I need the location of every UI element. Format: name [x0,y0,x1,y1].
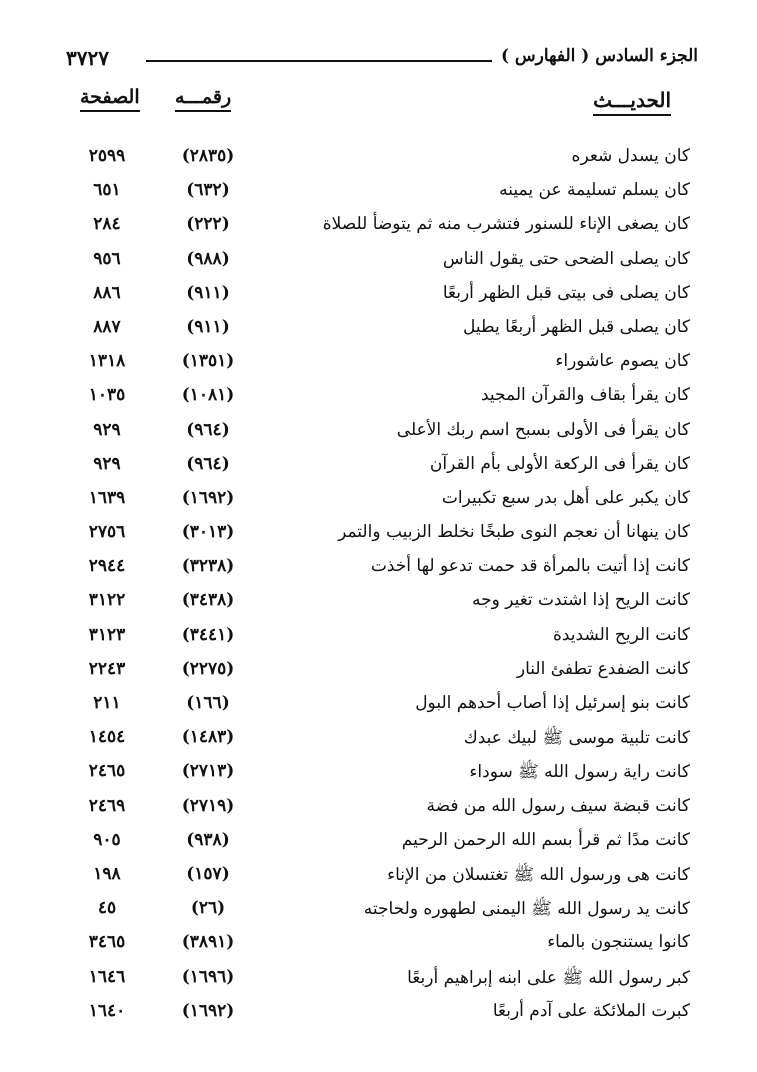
page-ref: ١٩٨ [93,863,121,884]
hadith-text: كانت تلبية موسى ﷺ لبيك عبدك [463,728,690,749]
index-row [60,313,700,347]
hadith-number: (٣٤٣٨) [181,590,235,611]
hadith-text: كان يصلى الضحى حتى يقول الناس [442,248,690,269]
page-number: ٣٧٢٧ [66,46,109,70]
index-row [60,792,700,826]
hadith-text: كانت بنو إسرئيل إذا أصاب أحدهم البول [415,693,690,713]
hadith-number: (٢٧١٣) [181,761,235,782]
page-ref: ١٣١٨ [88,351,126,372]
hadith-text: كان يسلم تسليمة عن يمينه [499,180,690,201]
hadith-number: (١٦٩٢) [181,487,235,508]
hadith-text: كان يصلى قبل الظهر أربعًا يطيل [463,316,690,337]
page-ref: ٨٨٦ [93,282,121,303]
hadith-number: (٢٦) [190,898,226,919]
hadith-text: كان يكبر على أهل بدر سبع تكبيرات [441,487,690,508]
hadith-number: (٩٣٨) [186,829,230,850]
page-ref: ٣١٢٣ [88,624,126,645]
column-header-hadith [593,88,671,112]
hadith-number: (١٥٧) [186,863,230,884]
hadith-number: (٢٨٣٥) [181,146,235,166]
hadith-number: (٣٨٩١) [181,932,235,953]
index-row [60,245,700,279]
hadith-number: (١٠٨١) [181,385,235,406]
page-ref: ٢٢٤٣ [88,658,126,679]
hadith-number: (١٤٨٣) [181,727,235,748]
hadith-text: كانت يد رسول الله ﷺ اليمنى لطهوره ولحاجته [363,899,690,920]
page-ref: ٩٥٦ [93,248,121,269]
column-header-number [175,86,231,108]
index-row [60,347,700,381]
page-ref: ٣١٢٢ [88,590,126,611]
hadith-number: (٣٢٣٨) [181,556,235,577]
index-list [60,142,700,1031]
index-row [60,860,700,894]
hadith-text: كانت الريح إذا اشتدت تغير وجه [471,590,690,611]
page-ref: ٨٨٧ [93,316,121,337]
index-row [60,997,700,1031]
hadith-text: كان يقرأ فى الأولى بسبح اسم ربك الأعلى [396,419,690,440]
index-row [60,210,700,244]
hadith-number: (١٣٥١) [181,351,235,372]
hadith-number: (٢٢٧٥) [181,658,235,679]
hadith-number: (٩١١) [186,316,230,337]
page-ref: ٣٤٦٥ [88,932,126,953]
hadith-number: (٢٧١٩) [181,795,235,816]
page-ref: ٢٤٦٥ [88,761,126,782]
page-ref: ٩٢٩ [93,419,121,440]
hadith-number: (٩٨٨) [186,248,230,269]
column-header-hadith-label: الحديـــث [593,88,671,116]
page-ref: ١٦٤٠ [88,1000,126,1021]
hadith-text: كان يصلى فى بيتى قبل الظهر أربعًا [442,282,690,303]
hadith-number: (١٦٩٢) [181,1000,235,1021]
hadith-number: (٩٦٤) [186,419,230,440]
page-ref: ٦٥١ [93,180,121,201]
index-row [60,586,700,620]
index-row [60,894,700,928]
hadith-text: كانت الضفدع تطفئ النار [516,658,690,679]
page-ref: ٩٢٩ [93,453,121,474]
index-row [60,723,700,757]
hadith-number: (٦٣٢) [186,180,230,201]
page-ref: ١٤٥٤ [88,727,126,748]
hadith-text: كانوا يستنجون بالماء [547,932,690,953]
hadith-text: كانت قبضة سيف رسول الله من فضة [426,795,690,816]
hadith-text: كان يسدل شعره [571,146,690,166]
page-ref: ٢٨٤ [93,214,121,235]
hadith-text: كانت إذا أتيت بالمرأة قد حمت تدعو لها أخذت [370,556,690,577]
hadith-number: (١٦٩٦) [181,966,235,987]
hadith-number: (٩٦٤) [186,453,230,474]
page-ref: ٢٥٩٩ [88,146,126,166]
page-ref: ١٦٣٩ [88,487,126,508]
header-rule [146,60,492,62]
hadith-text: كانت هى ورسول الله ﷺ تغتسلان من الإناء [387,864,690,885]
hadith-number: (٩١١) [186,282,230,303]
running-title: الجزء السادس ( الفهارس ) [500,46,698,66]
hadith-text: كان يقرأ بقاف والقرآن المجيد [481,385,690,406]
index-row [60,518,700,552]
hadith-text: كانت الريح الشديدة [552,624,690,645]
index-row [60,928,700,962]
hadith-number: (٣٠١٣) [181,522,235,543]
hadith-text: كان يقرأ فى الركعة الأولى بأم القرآن [429,453,690,474]
hadith-text: كانت مدًا ثم قرأ بسم الله الرحمن الرحيم [401,829,690,850]
index-row [60,484,700,518]
hadith-text: كان يصوم عاشوراء [555,351,690,372]
column-header-page [80,86,140,108]
page-ref: ٢١١ [93,693,121,713]
index-row [60,279,700,313]
page-ref: ١٠٣٥ [88,385,126,406]
index-row [60,142,700,176]
index-row [60,757,700,791]
page-ref: ٢٩٤٤ [88,556,126,577]
hadith-number: (٣٤٤١) [181,624,235,645]
page-ref: ٢٤٦٩ [88,795,126,816]
running-header [60,40,698,74]
page-ref: ٩٠٥ [93,829,121,850]
index-row [60,416,700,450]
index-row [60,963,700,997]
hadith-number: (١٦٦) [186,693,230,713]
page-ref: ٢٧٥٦ [88,522,126,543]
hadith-text: كان ينهانا أن نعجم النوى طبخًا نخلط الزبيب والتمر [338,522,690,543]
hadith-text: كبرت الملائكة على آدم أربعًا [492,1000,690,1021]
index-row [60,552,700,586]
page-ref: ٤٥ [97,898,117,919]
column-header-number-label: رقمـــه [175,86,231,112]
hadith-text: كان يصغى الإناء للسنور فتشرب منه ثم يتوضأ للصلاة [322,214,690,235]
index-row [60,621,700,655]
index-row [60,826,700,860]
hadith-number: (٢٢٢) [186,214,230,235]
hadith-text: كبر رسول الله ﷺ على ابنه إبراهيم أربعًا [407,967,690,988]
index-row [60,450,700,484]
page-ref: ١٦٤٦ [88,966,126,987]
hadith-text: كانت راية رسول الله ﷺ سوداء [469,762,690,783]
index-row [60,381,700,415]
index-row [60,689,700,723]
column-header-page-label: الصفحة [80,86,140,112]
index-row [60,176,700,210]
index-row [60,655,700,689]
